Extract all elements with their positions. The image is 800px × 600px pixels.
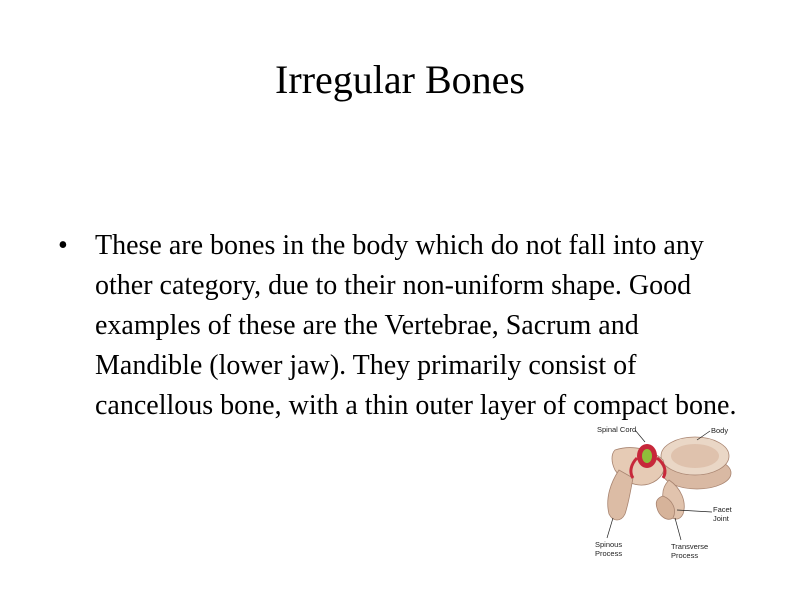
vertebra-diagram <box>585 418 745 563</box>
label-facet: Facet <box>713 505 732 514</box>
leader-spinous <box>607 518 613 538</box>
spinal-cord-core <box>642 449 652 463</box>
label-spinous-process: Process <box>595 549 623 558</box>
label-spinous: Spinous <box>595 540 623 549</box>
bullet-item <box>58 226 748 426</box>
slide-title: Irregular Bones <box>275 57 525 102</box>
label-spinal-cord: Spinal Cord <box>597 425 637 434</box>
vertebra-body-center <box>671 444 719 468</box>
bullet-marker: • <box>58 230 68 261</box>
leader-spinal-cord <box>635 430 645 442</box>
bullet-list <box>58 226 748 426</box>
label-joint: Joint <box>713 514 729 523</box>
bullet-text: These are bones in the body which do not fall into any other category, due to their non-uniform shape. Good examples of these are the Vertebrae, Sacrum and Mandible (lower jaw). They primarily consist of cancellous bone, with a thin outer layer of compact bone. <box>95 230 737 421</box>
vertebra-illustration <box>585 418 745 563</box>
label-body: Body <box>711 426 729 435</box>
leader-transverse <box>675 518 681 540</box>
spinous-process-shape <box>608 470 633 520</box>
label-transverse: Transverse <box>671 542 709 551</box>
label-transverse-process: Process <box>671 551 699 560</box>
